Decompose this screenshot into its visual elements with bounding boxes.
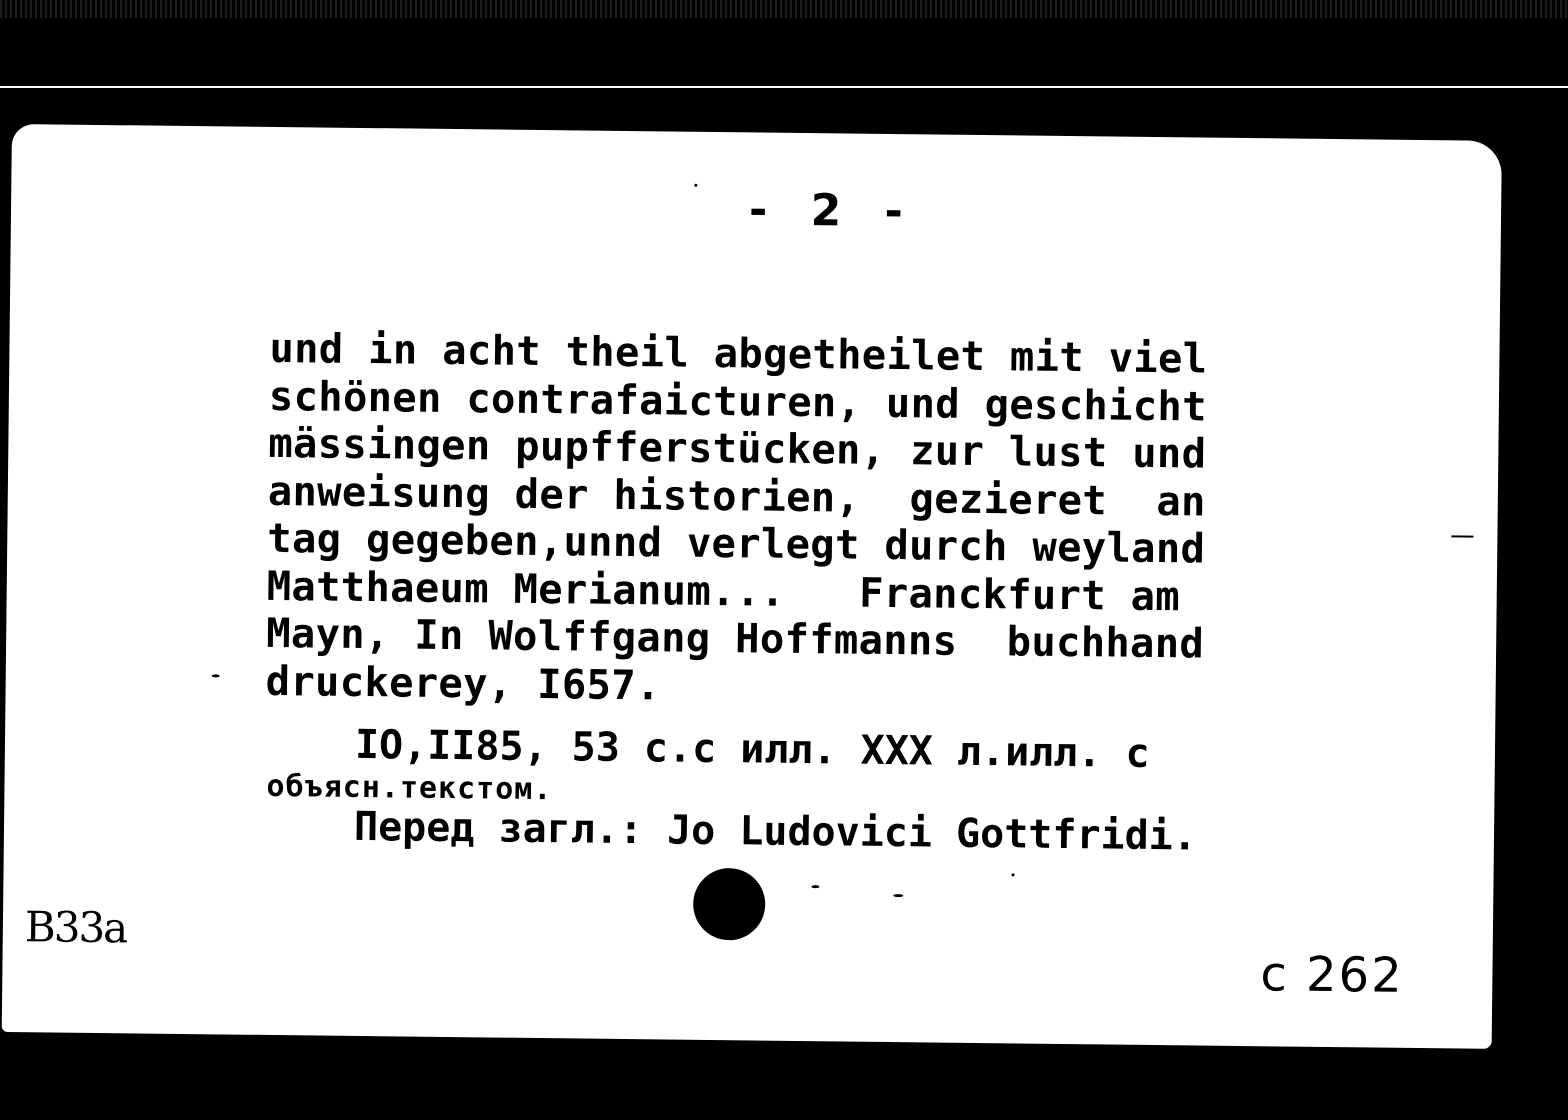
body-line: Matthaeum Merianum... Franckfurt am [266,561,1181,620]
ink-speck [694,184,697,187]
scan-top-stripe [0,0,1568,18]
body-line: druckerey, I657. [265,656,661,709]
ink-speck [893,894,903,897]
handwritten-page-reference: c 262 [1260,946,1405,1004]
margin-dash [1451,535,1473,537]
ink-speck [811,885,819,888]
title-note: Перед загл.: Jo Ludovici Gottfridi. [353,803,1198,860]
body-line: anweisung der historien, gezieret an [267,466,1207,526]
ink-speck [212,674,220,677]
body-line: Mayn, In Wolffgang Hoffmanns buchhand [265,608,1205,668]
punch-hole [693,868,766,941]
card-page-number: - 2 - [748,184,918,238]
handwritten-shelf-mark: B33a [24,902,127,953]
body-line: und in acht theil abgetheilet mit viel [269,323,1208,383]
ink-speck [1012,873,1015,876]
body-line: schönen contrafaicturen, und geschicht [268,371,1208,431]
physical-description-continued: объясн.текстом. [266,768,553,808]
card-body-text [265,325,1449,718]
catalog-card [2,124,1502,1049]
body-line: tag gegeben,unnd verlegt durch weyland [267,513,1206,573]
body-line: mässingen pupfferstücken, zur lust und [268,418,1207,478]
physical-description: IO,II85, 53 с.с илл. XXX л.илл. с [354,721,1150,777]
scan-edge-line [0,86,1568,88]
